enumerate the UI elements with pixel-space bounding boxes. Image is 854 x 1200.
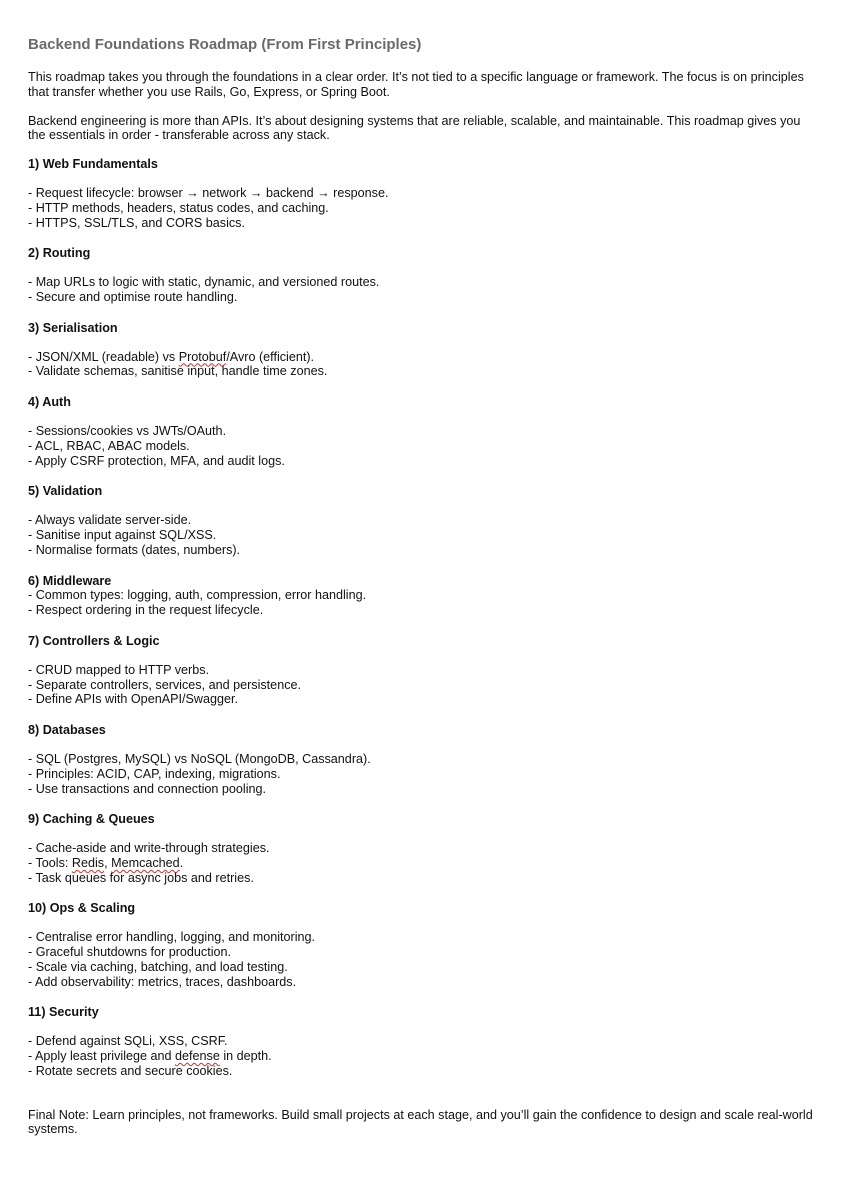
list-item: - Always validate server-side.: [28, 513, 192, 528]
list-item: - Separate controllers, services, and persistence.: [28, 677, 301, 692]
section-heading: 9) Caching & Queues: [28, 812, 155, 827]
list-item: - Centralise error handling, logging, and monitoring.: [28, 930, 316, 945]
section-heading: 5) Validation: [28, 484, 103, 499]
list-item: - SQL (Postgres, MySQL) vs NoSQL (MongoDB, Cassandra).: [28, 751, 371, 766]
list-item: - Task queues for async jobs and retries.: [28, 870, 254, 885]
roadmap-section: [28, 484, 814, 557]
section-heading: 3) Serialisation: [28, 320, 118, 335]
list-item: - Principles: ACID, CAP, indexing, migrations.: [28, 766, 281, 781]
section-items: [28, 752, 814, 796]
section-heading: 1) Web Fundamentals: [28, 157, 158, 172]
list-item: - Validate schemas, sanitise input, handle time zones.: [28, 364, 328, 379]
section-heading: 7) Controllers & Logic: [28, 633, 160, 648]
section-items: [28, 841, 814, 885]
final-note: Final Note: Learn principles, not frameworks. Build small projects at each stage, and you’ll gain the confidence to design and scale real-world systems.: [28, 1107, 813, 1137]
list-item: - Request lifecycle: browser → network → backend → response.: [28, 185, 389, 200]
list-item: - Cache-aside and write-through strategies.: [28, 841, 270, 856]
roadmap-section: [28, 574, 814, 618]
section-items: [28, 424, 814, 468]
list-item-text: - Tools:: [28, 855, 72, 870]
list-item: [28, 856, 814, 871]
roadmap-section: [28, 321, 814, 379]
spellcheck-flagged-word: Memcached: [111, 855, 180, 870]
list-item-text: - Apply least privilege and: [28, 1049, 176, 1064]
list-item: - Normalise formats (dates, numbers).: [28, 542, 241, 557]
list-item: [28, 350, 814, 365]
section-items: [28, 588, 814, 618]
roadmap-section: [28, 1005, 814, 1078]
list-item: - Sessions/cookies vs JWTs/OAuth.: [28, 423, 227, 438]
list-item: - ACL, RBAC, ABAC models.: [28, 438, 190, 453]
document-title: Backend Foundations Roadmap (From First Principles): [28, 36, 422, 53]
spellcheck-flagged-word: defense: [175, 1049, 220, 1064]
spellcheck-flagged-word: Redis: [71, 855, 105, 870]
section-heading: 6) Middleware: [28, 573, 112, 588]
list-item: - Common types: logging, auth, compression, error handling.: [28, 588, 367, 603]
spellcheck-flagged-word: Protobuf: [178, 349, 227, 364]
list-item: - Scale via caching, batching, and load testing.: [28, 959, 288, 974]
roadmap-section: [28, 395, 814, 468]
section-heading: 8) Databases: [28, 723, 106, 738]
list-item: - Respect ordering in the request lifecycle.: [28, 603, 264, 618]
list-item: - Map URLs to logic with static, dynamic, and versioned routes.: [28, 275, 380, 290]
list-item-text: - JSON/XML (readable) vs: [28, 349, 179, 364]
roadmap-section: [28, 246, 814, 304]
list-item: - Add observability: metrics, traces, dashboards.: [28, 974, 297, 989]
list-item: - Secure and optimise route handling.: [28, 289, 238, 304]
list-item-text: /Avro (efficient).: [226, 349, 315, 364]
list-item: - CRUD mapped to HTTP verbs.: [28, 662, 210, 677]
section-items: [28, 930, 814, 989]
section-items: [28, 275, 814, 305]
section-items: [28, 1034, 814, 1078]
section-items: [28, 350, 814, 380]
list-item: - Rotate secrets and secure cookies.: [28, 1063, 233, 1078]
roadmap-section: [28, 723, 814, 796]
section-items: [28, 186, 814, 230]
roadmap-section: [28, 634, 814, 707]
roadmap-sections: [28, 157, 814, 1078]
list-item-text: in depth.: [219, 1049, 272, 1064]
list-item: - Use transactions and connection pooling.: [28, 781, 267, 796]
roadmap-section: [28, 157, 814, 230]
section-heading: 4) Auth: [28, 395, 71, 410]
intro-paragraph-1: This roadmap takes you through the foundations in a clear order. It’s not tied to a specific language or framework. The focus is on principles that transfer whether you use Rails, Go, Express, or Spring Boot.: [28, 70, 804, 99]
section-heading: 2) Routing: [28, 246, 91, 261]
section-items: [28, 513, 814, 557]
section-heading: 10) Ops & Scaling: [28, 901, 136, 916]
list-item-text: .: [179, 855, 184, 870]
list-item: - Define APIs with OpenAPI/Swagger.: [28, 692, 239, 707]
list-item: - HTTPS, SSL/TLS, and CORS basics.: [28, 215, 245, 230]
list-item: - Sanitise input against SQL/XSS.: [28, 527, 217, 542]
list-item: [28, 1049, 814, 1064]
list-item: - Graceful shutdowns for production.: [28, 945, 232, 960]
section-heading: 11) Security: [28, 1005, 99, 1020]
section-items: [28, 663, 814, 707]
list-item: - Defend against SQLi, XSS, CSRF.: [28, 1034, 228, 1049]
list-item: - Apply CSRF protection, MFA, and audit logs.: [28, 453, 285, 468]
list-item-text: ,: [104, 855, 112, 870]
roadmap-section: [28, 812, 814, 885]
intro-paragraph-2: Backend engineering is more than APIs. It’s about designing systems that are reliable, scalable, and maintainable. This roadmap gives you the essentials in order - transferable across any stack.: [28, 113, 801, 143]
list-item: - HTTP methods, headers, status codes, and caching.: [28, 200, 329, 215]
roadmap-section: [28, 901, 814, 989]
